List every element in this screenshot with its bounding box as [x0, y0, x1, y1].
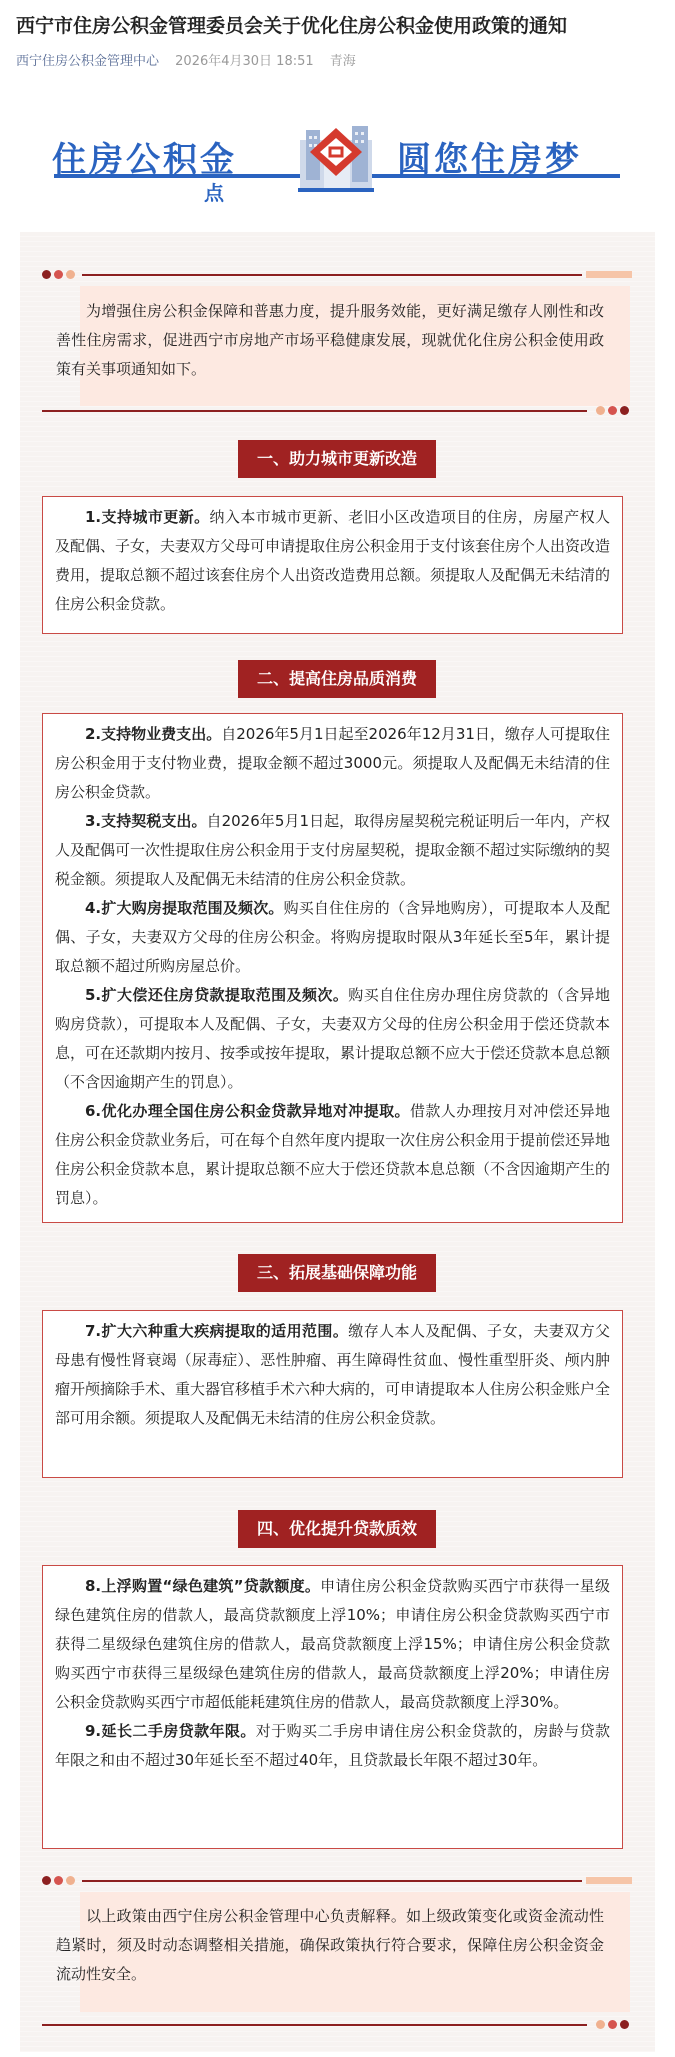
- divider-closing-top: [42, 1874, 632, 1888]
- policy-item: [55, 1572, 610, 1717]
- intro-paragraph: 为增强住房公积金保障和普惠力度，提升服务效能，更好满足缴存人刚性和改善性住房需求，促进西宁市房地产市场平稳健康发展，现就优化住房公积金使用政策有关事项通知如下。: [56, 302, 604, 378]
- divider-closing-bottom: [42, 2018, 632, 2032]
- policy-lead: 2.支持物业费支出。: [85, 725, 222, 743]
- section-heading-1: 一、助力城市更新改造: [238, 440, 436, 478]
- banner: [52, 112, 622, 210]
- policy-lead: 7.扩大六种重大疾病提取的适用范围。: [85, 1322, 349, 1340]
- article-source-link[interactable]: 西宁住房公积金管理中心: [16, 54, 160, 69]
- policy-item: [55, 1717, 610, 1775]
- article-title: 西宁市住房公积金管理委员会关于优化住房公积金使用政策的通知: [16, 15, 568, 37]
- policy-lead: 6.优化办理全国住房公积金贷款异地对冲提取。: [85, 1102, 410, 1120]
- policy-item: [55, 981, 610, 1097]
- banner-left-text: 住房公积金: [52, 140, 237, 180]
- policy-text: 对于购买二手房申请住房公积金贷款的，房龄与贷款年限之和由不超过30年延长至不超过40年，且贷款最长年限不超过30年。: [55, 1722, 610, 1769]
- article-meta: [16, 50, 368, 69]
- policy-item: [43, 1311, 622, 1433]
- section-heading-4: 四、优化提升贷款质效: [238, 1510, 436, 1548]
- policy-text: 自2026年5月1日起至2026年12月31日，缴存人可提取住房公积金用于支付物业费，提取金额不超过3000元。须提取人及配偶无未结清的住房公积金贷款。: [55, 725, 610, 801]
- section-heading-3: 三、拓展基础保障功能: [238, 1254, 436, 1292]
- policy-lead: 8.上浮购置“绿色建筑”贷款额度。: [85, 1577, 321, 1595]
- policy-item: [43, 497, 622, 619]
- section-box-1: [42, 496, 623, 634]
- policy-lead: 3.支持契税支出。: [85, 812, 207, 830]
- policy-item: [55, 1097, 610, 1213]
- divider-top: [42, 268, 632, 282]
- banner-right-text: 圆您住房梦: [397, 140, 582, 180]
- section-box-2: [42, 713, 623, 1223]
- policy-item: [55, 807, 610, 894]
- policy-text: 纳入本市城市更新、老旧小区改造项目的住房，房屋产权人及配偶、子女，夫妻双方父母可申请提取住房公积金用于支付该套住房个人出资改造费用，提取总额不超过该套住房个人出资改造费用总额。须提取人及配偶无未结清的住房公积金贷款。: [55, 508, 611, 613]
- section-box-3: [42, 1310, 623, 1478]
- closing-paragraph: 以上政策由西宁住房公积金管理中心负责解释。如上级政策变化或资金流动性趋紧时，须及时动态调整相关措施，确保政策执行符合要求，保障住房公积金资金流动性安全。: [56, 1907, 604, 1983]
- policy-lead: 4.扩大购房提取范围及频次。: [85, 899, 284, 917]
- divider-intro-bottom: [42, 404, 632, 418]
- article-location: 青海: [329, 54, 356, 69]
- section-box-4: [42, 1565, 623, 1849]
- policy-lead: 9.延长二手房贷款年限。: [85, 1722, 256, 1740]
- policy-text: 借款人办理按月对冲偿还异地住房公积金贷款业务后，可在每个自然年度内提取一次住房公积金用于提前偿还异地住房公积金贷款本息，累计提取总额不应大于偿还贷款本息总额（不含因逾期产生的罚息）。: [55, 1102, 611, 1207]
- policy-item: [55, 720, 610, 807]
- policy-text: 购买自住住房办理住房贷款的（含异地购房贷款），可提取本人及配偶、子女，夫妻双方父母的住房公积金用于偿还贷款本息，可在还款期内按月、按季或按年提取，累计提取总额不应大于偿还贷款本息总额（不含因逾期产生的罚息）。: [55, 986, 611, 1091]
- policy-lead: 1.支持城市更新。: [85, 508, 210, 526]
- banner-tail-text: 点: [204, 181, 224, 205]
- section-heading-2: 二、提高住房品质消费: [238, 660, 436, 698]
- policy-text: 自2026年5月1日起，取得房屋契税完税证明后一年内，产权人及配偶可一次性提取住房公积金用于支付房屋契税，提取金额不超过实际缴纳的契税金额。须提取人及配偶无未结清的住房公积金贷款。: [55, 812, 611, 888]
- article-date: 2026年4月30日 18:51: [175, 54, 314, 69]
- policy-lead: 5.扩大偿还住房贷款提取范围及频次。: [85, 986, 349, 1004]
- housing-fund-logo-icon: [290, 118, 382, 198]
- policy-text: 购买自住住房的（含异地购房），可提取本人及配偶、子女，夫妻双方父母的住房公积金。将购房提取时限从3年延长至5年，累计提取总额不超过所购房屋总价。: [55, 899, 610, 975]
- policy-item: [55, 894, 610, 981]
- policy-text: 申请住房公积金贷款购买西宁市获得一星级绿色建筑住房的借款人，最高贷款额度上浮10%；申请住房公积金贷款购买西宁市获得二星级绿色建筑住房的借款人，最高贷款额度上浮15%；申请住房公积金贷款购买西宁市获得三星级绿色建筑住房的借款人，最高贷款额度上浮20%；申请住房公积金贷款购买西宁市超低能耗建筑住房的借款人，最高贷款额度上浮30%。: [55, 1577, 610, 1711]
- policy-text: 缴存人本人及配偶、子女，夫妻双方父母患有慢性肾衰竭（尿毒症）、恶性肿瘤、再生障碍性贫血、慢性重型肝炎、颅内肿瘤开颅摘除手术、重大器官移植手术六种大病的，可申请提取本人住房公积金账户全部可用余额。须提取人及配偶无未结清的住房公积金贷款。: [55, 1322, 611, 1427]
